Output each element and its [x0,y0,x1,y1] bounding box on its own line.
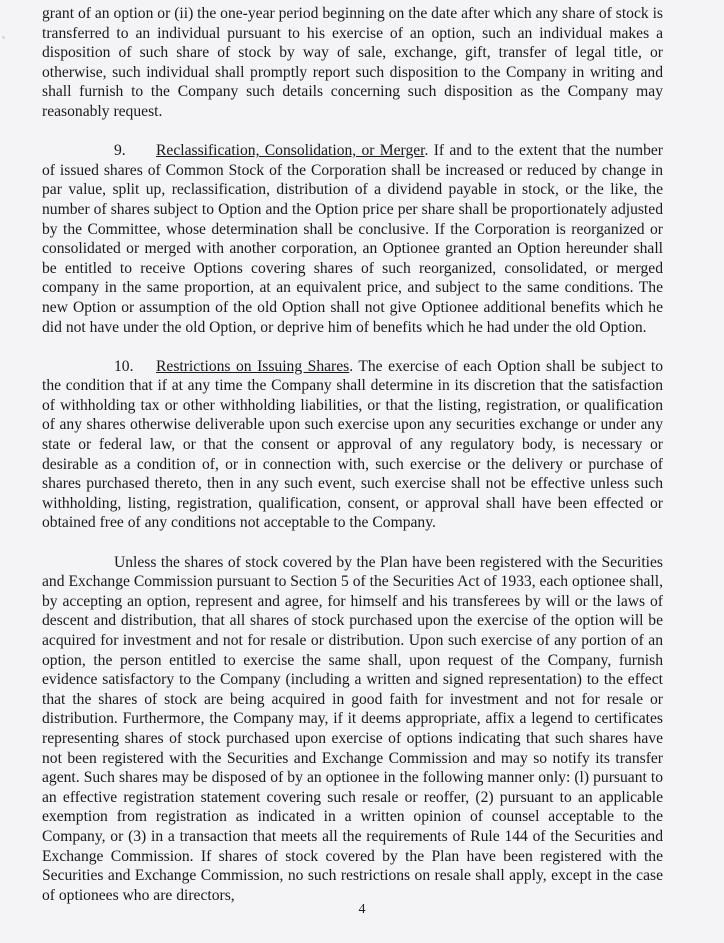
section-10-heading: Restrictions on Issuing Shares [156,357,350,375]
section-10-body: . The exercise of each Option shall be subject to the condition that if at any time the Company shall determine in its discretion that the satisfaction of withholding tax or other withholding liabilities, or that the listing, registration, or qualification of any shares otherwise deliverable upon such exercise upon any securities exchange or under any state or federal law, or that the consent or approval of any regulatory body, is necessary or desirable as a condition of, or in connection with, such exercise or the delivery or purchase of shares purchased thereto, then in any such event, such exercise shall not be effective unless such withholding, listing, registration, qualification, consent, or approval shall have been effected or obtained free of any conditions not acceptable to the Company. [42,357,663,532]
section-10-number: 10. [114,357,134,375]
page-number: 4 [358,902,366,917]
section-9-body: . If and to the extent that the number of issued shares of Common Stock of the Corporation shall be increased or reduced by change in par value, split up, reclassification, distribution of a dividend payable in stock, or the like, the number of shares subject to Option and the Option price per share shall be proportionately adjusted by the Committee, whose determination shall be conclusive. If the Corporation is reorganized or consolidated or merged with another corporation, an Optionee granted an Option hereunder shall be entitled to receive Options covering shares of such reorganized, consolidated, or merged company in the same proportion, at an equivalent price, and subject to the same conditions. The new Option or assumption of the old Option shall not give Optionee additional benefits which he did not have under the old Option, or deprive him of benefits which he had under the old Option. [42,142,663,336]
scan-speck [2,36,5,39]
document-page [42,4,663,905]
section-9-heading: Reclassification, Consolidation, or Merger [156,142,425,160]
continuation-paragraph: grant of an option or (ii) the one-year period beginning on the date after which any share of stock is transferred to an individual pursuant to his exercise of an option, such an individual makes a disposition of such share of stock by way of sale, exchange, gift, transfer of legal title, or otherwise, such individual shall promptly report such disposition to the Company in writing and shall furnish to the Company such details concerning such disposition as the Company may reasonably request. [42,5,663,120]
section-10-paragraph [42,357,663,533]
section-9-paragraph [42,141,663,337]
closing-paragraph: Unless the shares of stock covered by the Plan have been registered with the Securities and Exchange Commission pursuant to Section 5 of the Securities Act of 1933, each optionee shall, by accepting an option, represent and agree, for himself and his transferees by will or the laws of descent and distribution, that all shares of stock purchased upon the exercise of the option will be acquired for investment and not for resale or distribution. Upon such exercise of any portion of an option, the person entitled to exercise the same shall, upon request of the Company, furnish evidence satisfactory to the Company (including a written and signed representation) to the effect that the shares of stock are being acquired in good faith for investment and not for resale or distribution. Furthermore, the Company may, if it deems appropriate, affix a legend to certificates representing shares of stock purchased upon exercise of options indicating that such shares have not been registered with the Securities and Exchange Commission and may so notify its transfer agent. Such shares may be disposed of by an optionee in the following manner only: (l) pursuant to an effective registration statement covering such resale or reoffer, (2) pursuant to an applicable exemption from registration as indicated in a written opinion of counsel acceptable to the Company, or (3) in a transaction that meets all the requirements of Rule 144 of the Securities and Exchange Commission. If shares of stock covered by the Plan have been registered with the Securities and Exchange Commission, no such restrictions on resale shall apply, except in the case of optionees who are directors, [42,553,663,904]
section-9-number: 9. [114,142,126,160]
